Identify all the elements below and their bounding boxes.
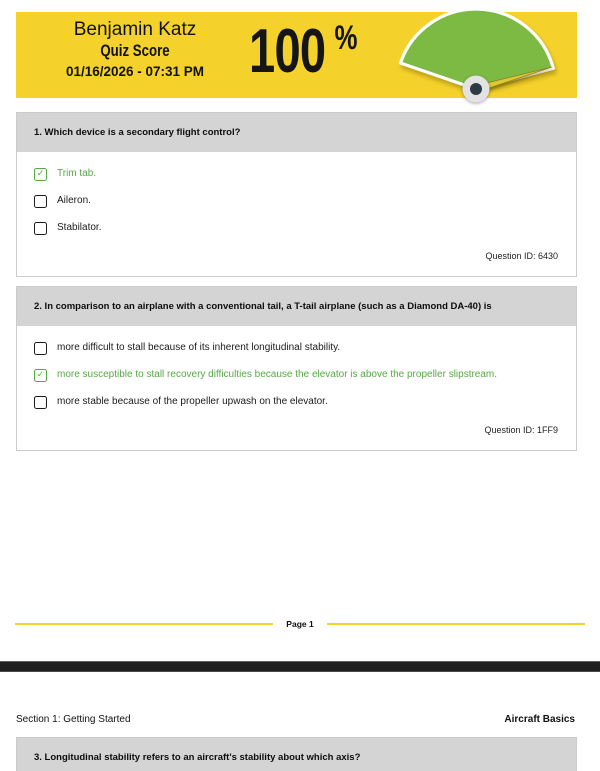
quiz-datetime: 01/16/2026 - 07:31 PM	[65, 64, 205, 79]
option-label: more difficult to stall because of its inherent longitudinal stability.	[57, 342, 341, 353]
answer-option	[34, 368, 559, 382]
score-gauge-icon	[393, 7, 568, 121]
answer-option	[34, 194, 559, 208]
page-break-separator	[0, 661, 600, 672]
answer-option	[34, 395, 559, 409]
checkbox-icon	[34, 195, 47, 208]
option-label: Stabilator.	[57, 222, 102, 233]
answer-option	[34, 167, 559, 181]
score-percentage	[249, 17, 358, 86]
question-header-bar	[17, 738, 576, 771]
question-body	[17, 326, 576, 450]
question-body	[17, 152, 576, 276]
question-title: 2. In comparison to an airplane with a conventional tail, a T-tail airplane (such as a Diamond DA-40) is	[34, 301, 492, 312]
score-value: 100	[249, 17, 326, 86]
checkbox-icon	[34, 222, 47, 235]
section-heading-row	[16, 713, 575, 726]
question-id: Question ID: 6430	[485, 251, 558, 261]
question-card	[16, 737, 577, 771]
checkmark-icon: ✓	[36, 168, 45, 179]
footer-rule-right	[327, 623, 585, 625]
option-label: Aileron.	[57, 195, 91, 206]
checkbox-icon	[34, 369, 47, 382]
gauge-hub-center	[470, 83, 482, 95]
section-topic: Aircraft Basics	[504, 714, 575, 725]
question-card	[16, 112, 577, 277]
question-title: 3. Longitudinal stability refers to an aircraft's stability about which axis?	[34, 752, 361, 763]
option-label: Trim tab.	[57, 168, 97, 179]
score-header-band	[16, 12, 577, 98]
percent-sign: %	[334, 19, 358, 57]
checkbox-icon	[34, 396, 47, 409]
report-title: Quiz Score	[100, 41, 170, 60]
section-name: Section 1: Getting Started	[16, 714, 131, 725]
page-number-label: Page 1	[286, 619, 314, 629]
checkbox-icon	[34, 168, 47, 181]
question-header-bar	[17, 287, 576, 326]
checkbox-icon	[34, 342, 47, 355]
option-label: more stable because of the propeller upwash on the elevator.	[57, 396, 328, 407]
answer-option	[34, 341, 559, 355]
page-footer	[15, 619, 585, 629]
option-label: more susceptible to stall recovery difficulties because the elevator is above the propeller slipstream.	[57, 369, 498, 380]
checkmark-icon: ✓	[36, 369, 45, 380]
score-header-text	[30, 18, 240, 81]
question-header-bar	[17, 113, 576, 152]
answer-option	[34, 221, 559, 235]
footer-rule-left	[15, 623, 273, 625]
question-title: 1. Which device is a secondary flight control?	[34, 127, 241, 138]
student-name: Benjamin Katz	[73, 19, 197, 40]
question-id: Question ID: 1FF9	[484, 425, 558, 435]
question-card	[16, 286, 577, 451]
